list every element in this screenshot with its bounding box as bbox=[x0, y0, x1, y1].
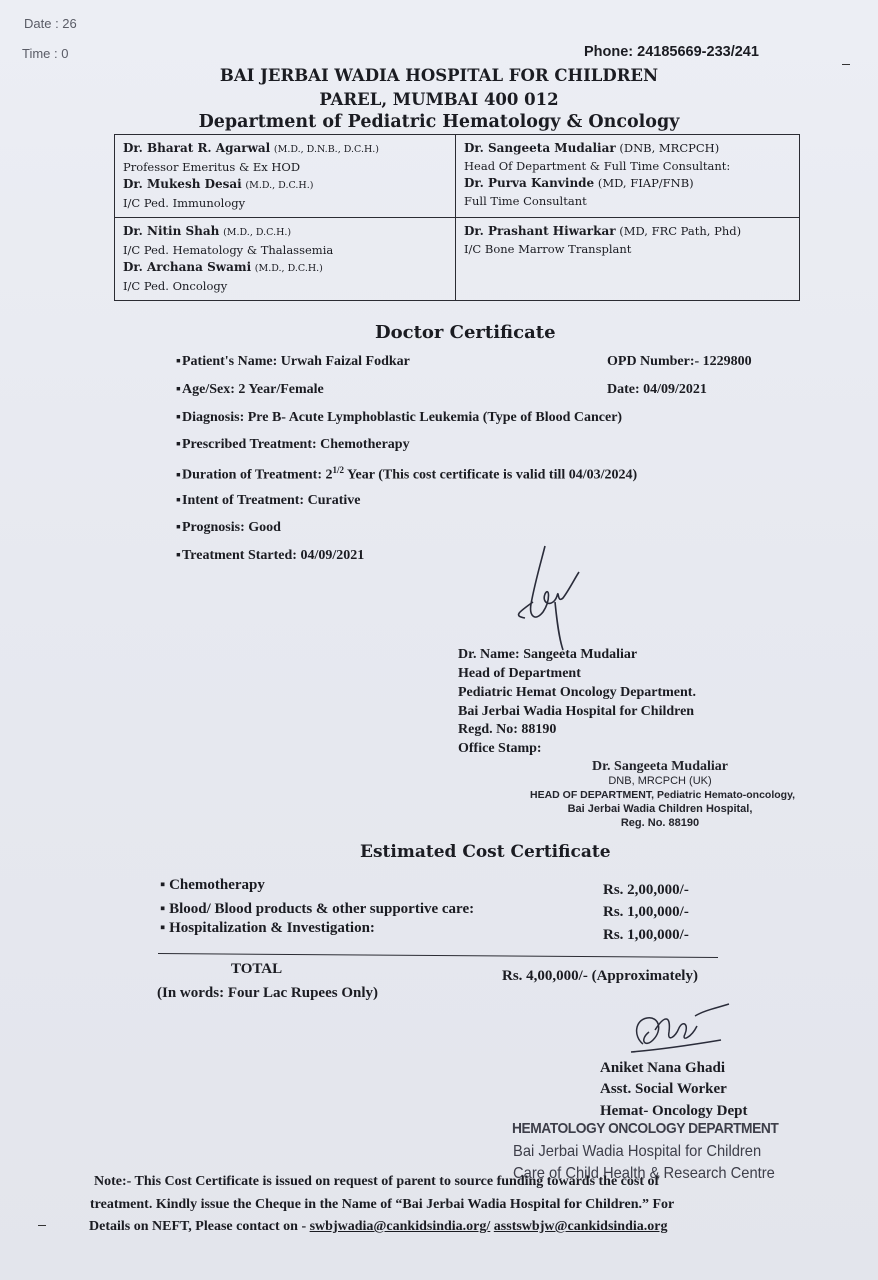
doctor-name: Dr. Sangeeta Mudaliar bbox=[464, 141, 616, 155]
stamp-doctor-name: Dr. Sangeeta Mudaliar bbox=[592, 759, 728, 774]
stamp-hospital: Bai Jerbai Wadia Children Hospital, bbox=[567, 803, 753, 815]
total-divider bbox=[158, 953, 718, 958]
bullet-icon: ▪ bbox=[160, 901, 170, 917]
patient-name bbox=[176, 354, 410, 370]
bullet-icon: ▪ bbox=[176, 437, 181, 452]
certificate-date: Date: 04/09/2021 bbox=[607, 382, 707, 397]
social-worker-title: Asst. Social Worker bbox=[600, 1081, 727, 1097]
dept-stamp-line: Care of Child Health & Research Centre bbox=[513, 1165, 775, 1182]
doctor-qualification: (M.D., D.N.B., D.C.H.) bbox=[273, 144, 380, 155]
duration-text: Duration of Treatment: 2 bbox=[182, 467, 333, 483]
treatment-intent bbox=[176, 493, 360, 509]
doctor-qualification: (MD, FRC Path, Phd) bbox=[619, 224, 742, 238]
doctors-table bbox=[114, 134, 800, 301]
intent-text: Intent of Treatment: Curative bbox=[182, 493, 361, 508]
stamp-role: HEAD OF DEPARTMENT, Pediatric Hemato-oncology, bbox=[530, 789, 796, 801]
opd-number: OPD Number:- 1229800 bbox=[607, 354, 752, 369]
total-amount: Rs. 4,00,000/- (Approximately) bbox=[502, 968, 698, 984]
social-worker-signature-scribble bbox=[625, 1000, 735, 1060]
bullet-icon: ▪ bbox=[176, 382, 181, 397]
department-name: Department of Pediatric Hematology & Oncology bbox=[198, 112, 680, 132]
bullet-icon: ▪ bbox=[160, 920, 170, 936]
note-line bbox=[89, 1219, 667, 1235]
age-sex bbox=[176, 382, 324, 398]
dept-stamp-line: Bai Jerbai Wadia Hospital for Children bbox=[513, 1143, 762, 1160]
cost-item-label: Blood/ Blood products & other supportive care: bbox=[169, 901, 475, 917]
hospital-name: BAI JERBAI WADIA HOSPITAL FOR CHILDREN bbox=[219, 66, 659, 85]
treatment-duration bbox=[176, 465, 637, 484]
doctor-signature-scribble bbox=[505, 542, 595, 652]
doctor-cell bbox=[456, 135, 800, 218]
doctor-qualification: (M.D., D.C.H.) bbox=[254, 263, 323, 274]
doctor-name: Dr. Purva Kanvinde bbox=[464, 176, 595, 190]
bullet-icon: ▪ bbox=[176, 520, 181, 535]
bullet-icon: ▪ bbox=[176, 467, 181, 483]
doctor-name: Dr. Nitin Shah bbox=[123, 224, 220, 238]
email-link-swbjwadia[interactable]: swbjwadia@cankidsindia.org/ bbox=[309, 1219, 491, 1234]
duration-fraction: 1/2 bbox=[332, 465, 344, 475]
social-worker-name: Aniket Nana Ghadi bbox=[600, 1060, 726, 1076]
corner-date-stamp: Date : 26 bbox=[24, 16, 77, 31]
diagnosis-text: Diagnosis: Pre B- Acute Lymphoblastic Leukemia (Type of Blood Cancer) bbox=[182, 410, 623, 425]
email-link-asstswbjw[interactable]: asstswbjw@cankidsindia.org bbox=[493, 1219, 668, 1234]
signing-doctor-department: Pediatric Hemat Oncology Department. bbox=[458, 685, 696, 700]
stamp-reg: Reg. No. 88190 bbox=[620, 817, 700, 829]
doctor-name: Dr. Prashant Hiwarkar bbox=[464, 224, 616, 238]
signing-doctor-name: Dr. Name: Sangeeta Mudaliar bbox=[458, 647, 638, 662]
margin-mark bbox=[38, 1225, 46, 1226]
total-label: TOTAL bbox=[231, 961, 283, 977]
bullet-icon: ▪ bbox=[176, 493, 181, 508]
prognosis bbox=[176, 520, 281, 536]
dept-stamp-line: HEMATOLOGY ONCOLOGY DEPARTMENT bbox=[512, 1120, 779, 1137]
corner-time-stamp: Time : 0 bbox=[22, 46, 69, 61]
social-worker-dept: Hemat- Oncology Dept bbox=[600, 1103, 748, 1119]
cost-item-label: Chemotherapy bbox=[169, 877, 265, 893]
bullet-icon: ▪ bbox=[160, 877, 170, 893]
doctor-role: Head Of Department & Full Time Consultant: bbox=[464, 158, 731, 173]
signing-doctor-hospital: Bai Jerbai Wadia Hospital for Children bbox=[458, 704, 695, 719]
doctor-role: I/C Bone Marrow Transplant bbox=[464, 241, 632, 256]
note-contact-text: Details on NEFT, Please contact on - bbox=[89, 1219, 310, 1234]
doctor-role: Professor Emeritus & Ex HOD bbox=[123, 159, 301, 174]
office-stamp bbox=[530, 759, 796, 830]
prognosis-text: Prognosis: Good bbox=[182, 520, 281, 535]
cost-item bbox=[160, 877, 265, 894]
certificate-heading: Doctor Certificate bbox=[375, 322, 556, 343]
signing-doctor-regd: Regd. No: 88190 bbox=[458, 722, 557, 737]
note-line: Note:- This Cost Certificate is issued on request of parent to source funding towards the cost of bbox=[94, 1174, 660, 1189]
doctor-role: Full Time Consultant bbox=[464, 193, 587, 208]
doctor-name: Dr. Archana Swami bbox=[123, 260, 252, 274]
hospital-address: PAREL, MUMBAI 400 012 bbox=[319, 90, 559, 109]
diagnosis bbox=[176, 410, 622, 426]
doctor-name: Dr. Bharat R. Agarwal bbox=[123, 141, 271, 155]
bullet-icon: ▪ bbox=[176, 410, 181, 425]
total-in-words: (In words: Four Lac Rupees Only) bbox=[157, 985, 378, 1001]
bullet-icon: ▪ bbox=[176, 548, 181, 563]
doctor-qualification: (M.D., D.C.H.) bbox=[245, 180, 314, 191]
doctor-cell bbox=[115, 218, 456, 301]
phone-number: Phone: 24185669-233/241 bbox=[584, 44, 759, 60]
doctor-qualification: (M.D., D.C.H.) bbox=[223, 227, 292, 238]
cost-heading: Estimated Cost Certificate bbox=[360, 842, 611, 862]
treatment-started-text: Treatment Started: 04/09/2021 bbox=[182, 548, 365, 563]
signing-doctor-title: Head of Department bbox=[458, 666, 581, 681]
cost-item-amount: Rs. 1,00,000/- bbox=[603, 904, 689, 920]
doctor-role: I/C Ped. Immunology bbox=[123, 195, 246, 210]
stamp-qualification: DNB, MRCPCH (UK) bbox=[608, 775, 712, 787]
note-line: treatment. Kindly issue the Cheque in the Name of “Bai Jerbai Wadia Hospital for Children.” For bbox=[90, 1197, 675, 1212]
doctor-qualification: (MD, FIAP/FNB) bbox=[597, 176, 694, 190]
doctor-role: I/C Ped. Hematology & Thalassemia bbox=[123, 242, 334, 257]
cost-item-label: Hospitalization & Investigation: bbox=[169, 920, 375, 936]
cost-item bbox=[160, 901, 474, 918]
treatment-started bbox=[176, 548, 364, 564]
doctor-qualification: (DNB, MRCPCH) bbox=[619, 141, 720, 155]
prescribed-treatment-text: Prescribed Treatment: Chemotherapy bbox=[182, 437, 410, 452]
doctor-cell bbox=[456, 218, 800, 301]
cost-item-amount: Rs. 2,00,000/- bbox=[603, 882, 689, 898]
cost-item bbox=[160, 920, 375, 937]
doctor-name: Dr. Mukesh Desai bbox=[123, 177, 242, 191]
margin-mark bbox=[842, 64, 850, 65]
office-stamp-label: Office Stamp: bbox=[458, 741, 542, 756]
doctor-role: I/C Ped. Oncology bbox=[123, 278, 228, 293]
doctor-cell bbox=[115, 135, 456, 218]
age-sex-text: Age/Sex: 2 Year/Female bbox=[182, 382, 324, 397]
duration-validity: Year (This cost certificate is valid till 04/03/2024) bbox=[344, 467, 638, 483]
cost-item-amount: Rs. 1,00,000/- bbox=[603, 927, 689, 943]
prescribed-treatment bbox=[176, 437, 410, 453]
bullet-icon: ▪ bbox=[176, 354, 181, 369]
patient-name-text: Patient's Name: Urwah Faizal Fodkar bbox=[182, 354, 410, 369]
